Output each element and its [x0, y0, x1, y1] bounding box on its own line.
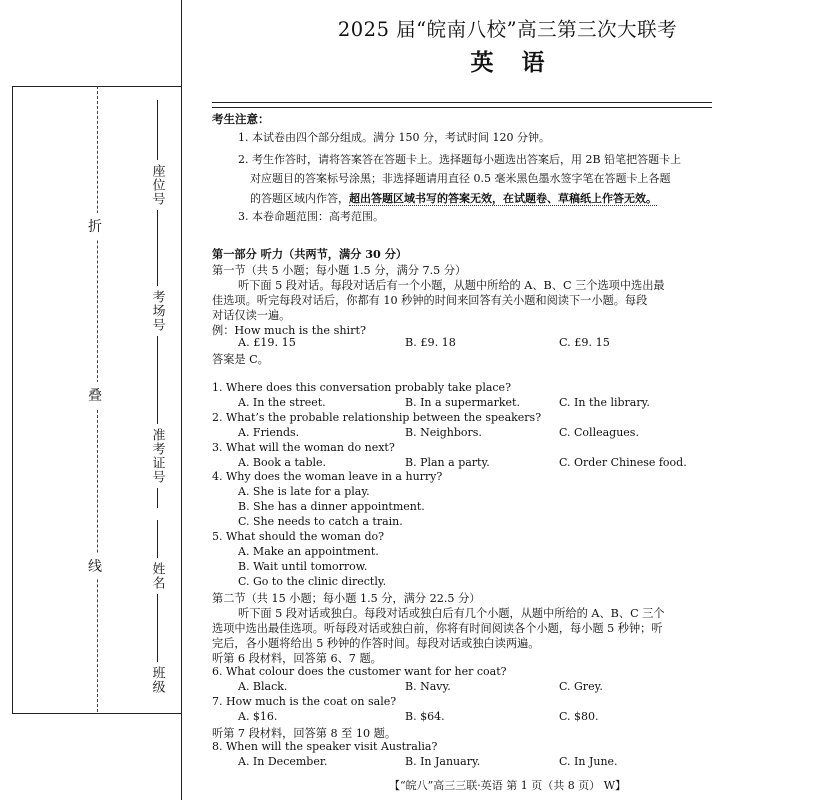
question-8-options [212, 755, 712, 770]
exam-room-label: 考场号 [149, 290, 165, 332]
section2-instr-1: 听下面 5 段对话或独白。每段对话或独白后有几个小题，从题中所给的 A、B、C 三个 [238, 607, 665, 620]
fold-char-2: 叠 [88, 382, 102, 408]
q3-option-a: A. Book a table. [238, 456, 327, 469]
fold-char-1: 折 [88, 213, 102, 239]
q4-option-a: A. She is late for a play. [238, 485, 370, 498]
q4-option-c: C. She needs to catch a train. [238, 515, 403, 528]
section2-heading: 第二节（共 15 小题；每小题 1.5 分，满分 22.5 分） [212, 592, 481, 605]
notice-heading: 考生注意： [212, 112, 270, 126]
section2-instr-2: 选项中选出最佳选项。听每段对话或独白前，你将有时间阅读各个小题，每小题 5 秒钟；听 [212, 622, 663, 635]
question-1-options [212, 396, 712, 411]
example-option-a: A. £19. 15 [238, 336, 296, 349]
question-6: 6. What colour does the customer want for her coat? [212, 665, 507, 678]
binding-margin [0, 0, 182, 800]
q5-option-a: A. Make an appointment. [238, 545, 379, 558]
q2-option-a: A. Friends. [238, 426, 300, 439]
q1-option-a: A. In the street. [238, 396, 326, 409]
q2-option-c: C. Colleagues. [559, 426, 639, 439]
q8-option-a: A. In December. [238, 755, 328, 768]
notice-item-3: 3. 本卷命题范围：高考范围。 [238, 210, 384, 223]
notice-emphasis: 超出答题区域书写的答案无效，在试题卷、草稿纸上作答无效。 [349, 192, 657, 205]
question-1: 1. Where does this conversation probably take place? [212, 381, 511, 394]
section1-instr-2: 佳选项。听完每段对话后，你都有 10 秒钟的时间来回答有关小题和阅读下一小题。每段 [212, 294, 648, 307]
q3-option-b: B. Plan a party. [405, 456, 490, 469]
subject-title: 英语 [470, 50, 573, 76]
q7-option-b: B. $64. [405, 710, 445, 723]
seat-number-field[interactable] [148, 100, 166, 242]
q4-option-b: B. She has a dinner appointment. [238, 500, 425, 513]
q8-option-b: B. In January. [405, 755, 481, 768]
exam-title: 2025 届“皖南八校”高三第三次大联考 [337, 18, 678, 41]
q6-option-c: C. Grey. [559, 680, 603, 693]
section1-heading: 第一节（共 5 小题；每小题 1.5 分，满分 7.5 分） [212, 264, 467, 277]
q2-option-b: B. Neighbors. [405, 426, 482, 439]
part1-heading: 第一部分 听力（共两节，满分 30 分） [212, 247, 408, 261]
admission-number-field[interactable] [148, 372, 166, 508]
example-options [212, 336, 712, 351]
question-3: 3. What will the woman do next? [212, 441, 395, 454]
material-7: 听第 7 段材料，回答第 8 至 10 题。 [212, 727, 397, 740]
question-8: 8. When will the speaker visit Australia? [212, 740, 438, 753]
fold-char-3: 线 [88, 553, 102, 579]
admission-number-label: 准考证号 [149, 428, 165, 484]
q6-option-b: B. Navy. [405, 680, 451, 693]
name-field[interactable] [148, 520, 166, 644]
notice-item-2-line-1: 2. 考生作答时，请将答案答在答题卡上。选择题每小题选出答案后，用 2B 铅笔把答题卡上 [238, 153, 682, 166]
example-question: 例：How much is the shirt? [212, 324, 366, 337]
example-option-b: B. £9. 18 [405, 336, 456, 349]
material-6: 听第 6 段材料，回答第 6、7 题。 [212, 652, 382, 665]
q8-option-c: C. In June. [559, 755, 618, 768]
q3-option-c: C. Order Chinese food. [559, 456, 687, 469]
q5-option-c: C. Go to the clinic directly. [238, 575, 387, 588]
example-answer: 答案是 C。 [212, 353, 269, 366]
notice-item-2-line-2: 对应题目的答案标号涂黑；非选择题请用直径 0.5 毫米黑色墨水签字笔在答题卡上各题 [250, 172, 671, 185]
question-2-options [212, 426, 712, 441]
q1-option-b: B. In a supermarket. [405, 396, 520, 409]
section1-instr-1: 听下面 5 段对话。每段对话后有一个小题，从题中所给的 A、B、C 三个选项中选出最 [238, 279, 665, 292]
question-6-options [212, 680, 712, 695]
question-5: 5. What should the woman do? [212, 530, 385, 543]
class-label: 班级 [149, 666, 165, 694]
name-label: 姓名 [149, 562, 165, 590]
notice-item-2-line-3a: 的答题区域内作答， [250, 192, 349, 205]
class-field[interactable] [148, 640, 166, 698]
example-option-c: C. £9. 15 [559, 336, 610, 349]
q5-option-b: B. Wait until tomorrow. [238, 560, 368, 573]
page-footer: 【“皖八”高三三联·英语 第 1 页（共 8 页） W】 [388, 779, 627, 792]
notice-item-1: 1. 本试卷由四个部分组成。满分 150 分，考试时间 120 分钟。 [238, 131, 550, 144]
question-7: 7. How much is the coat on sale? [212, 695, 397, 708]
notice-item-2-line-3 [250, 190, 750, 206]
seat-number-label: 座位号 [149, 164, 165, 206]
q7-option-a: A. $16. [238, 710, 278, 723]
header-rule [212, 102, 712, 108]
q6-option-a: A. Black. [238, 680, 288, 693]
question-4: 4. Why does the woman leave in a hurry? [212, 470, 443, 483]
question-2: 2. What’s the probable relationship between the speakers? [212, 411, 542, 424]
q7-option-c: C. $80. [559, 710, 599, 723]
question-7-options [212, 710, 712, 725]
exam-room-field[interactable] [148, 238, 166, 378]
q1-option-c: C. In the library. [559, 396, 650, 409]
question-3-options [212, 456, 712, 471]
section1-instr-3: 对话仅读一遍。 [212, 309, 291, 322]
section2-instr-3: 完后，各小题将给出 5 秒钟的作答时间。每段对话或独白读两遍。 [212, 637, 540, 650]
